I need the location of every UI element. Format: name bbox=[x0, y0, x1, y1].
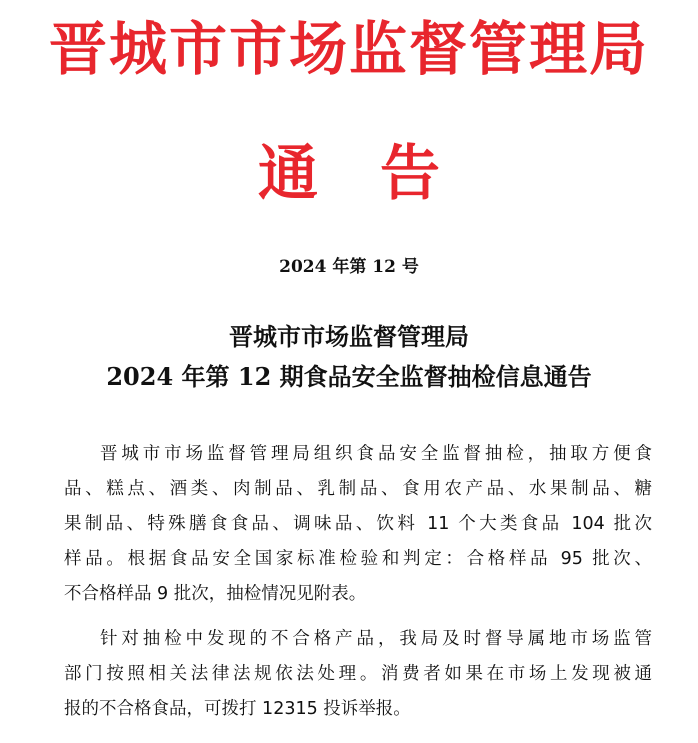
paragraph-line: 晋城市市场监督管理局组织食品安全监督抽检，抽取方便食 bbox=[100, 444, 652, 464]
paragraph-line: 果制品、特殊膳食食品、调味品、饮料 11 个大类食品 104 批次 bbox=[64, 514, 652, 534]
paragraph-line: 部门按照相关法律法规依法处理。消费者如果在市场上发现被通 bbox=[64, 664, 652, 684]
paragraph-line: 不合格样品 9 批次，抽检情况见附表。 bbox=[64, 584, 367, 604]
notice-heading-char-2: 告 bbox=[380, 139, 440, 209]
paragraph-line: 样品。根据食品安全国家标准检验和判定：合格样品 95 批次、 bbox=[64, 549, 652, 569]
paragraph-line: 报的不合格食品，可拨打 12315 投诉举报。 bbox=[64, 699, 411, 719]
document-title-line-1: 晋城市市场监督管理局 bbox=[229, 322, 469, 351]
body-paragraph-1 bbox=[64, 437, 652, 612]
document-title-line-2: 2024 年第 12 期食品安全监督抽检信息通告 bbox=[106, 362, 592, 391]
paragraph-line: 针对抽检中发现的不合格产品，我局及时督导属地市场监管 bbox=[100, 629, 652, 649]
agency-header: 晋城市市场监督管理局 bbox=[48, 15, 649, 83]
paragraph-line: 品、糕点、酒类、肉制品、乳制品、食用农产品、水果制品、糖 bbox=[64, 479, 652, 499]
body-paragraph-2 bbox=[64, 622, 652, 727]
document-number: 2024 年第 12 号 bbox=[279, 257, 419, 277]
notice-heading-char-1: 通 bbox=[258, 139, 318, 209]
notice-heading bbox=[0, 138, 698, 210]
